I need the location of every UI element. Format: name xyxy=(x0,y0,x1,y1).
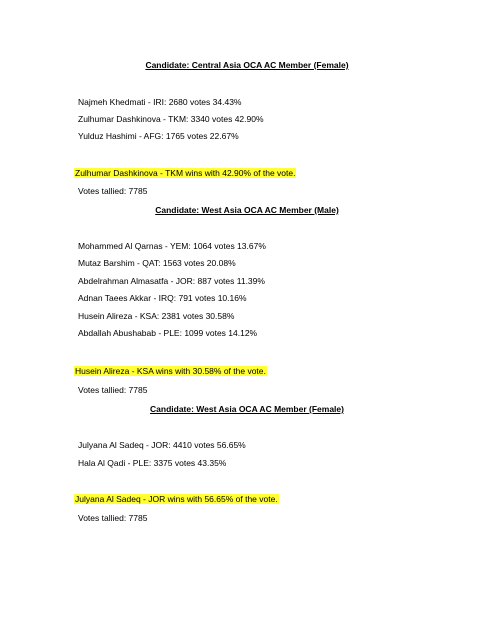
section-heading-west-asia-male: Candidate: West Asia OCA AC Member (Male) xyxy=(155,205,339,215)
winner-highlight: Zulhumar Dashkinova - TKM wins with 42.90% of the vote. xyxy=(75,168,296,178)
section-heading-central-asia-female: Candidate: Central Asia OCA AC Member (Female) xyxy=(145,60,349,70)
candidate-line: Yulduz Hashimi - AFG: 1765 votes 22.67% xyxy=(78,131,239,141)
winner-line xyxy=(74,168,296,179)
candidate-line: Adnan Taees Akkar - IRQ: 791 votes 10.16% xyxy=(78,293,247,303)
candidate-line: Julyana Al Sadeq - JOR: 4410 votes 56.65% xyxy=(78,440,246,450)
winner-line xyxy=(74,494,279,505)
candidate-line: Hala Al Qadi - PLE: 3375 votes 43.35% xyxy=(78,458,227,468)
candidate-line: Mutaz Barshim - QAT: 1563 votes 20.08% xyxy=(78,258,236,268)
candidate-line: Mohammed Al Qarnas - YEM: 1064 votes 13.67% xyxy=(78,241,266,251)
votes-tallied: Votes tallied: 7785 xyxy=(78,385,148,395)
candidate-line: Zulhumar Dashkinova - TKM: 3340 votes 42.90% xyxy=(78,114,264,124)
votes-tallied: Votes tallied: 7785 xyxy=(78,186,148,196)
section-heading-west-asia-female: Candidate: West Asia OCA AC Member (Female) xyxy=(150,404,344,414)
winner-highlight: Husein Alireza - KSA wins with 30.58% of the vote. xyxy=(75,366,266,376)
candidate-line: Najmeh Khedmati - IRI: 2680 votes 34.43% xyxy=(78,97,242,107)
winner-line xyxy=(74,366,267,377)
candidate-line: Abdallah Abushabab - PLE: 1099 votes 14.12% xyxy=(78,328,258,338)
votes-tallied: Votes tallied: 7785 xyxy=(78,513,148,523)
winner-highlight: Julyana Al Sadeq - JOR wins with 56.65% of the vote. xyxy=(75,494,278,504)
candidate-line: Husein Alireza - KSA: 2381 votes 30.58% xyxy=(78,311,235,321)
candidate-line: Abdelrahman Almasatfa - JOR: 887 votes 11.39% xyxy=(78,276,265,286)
